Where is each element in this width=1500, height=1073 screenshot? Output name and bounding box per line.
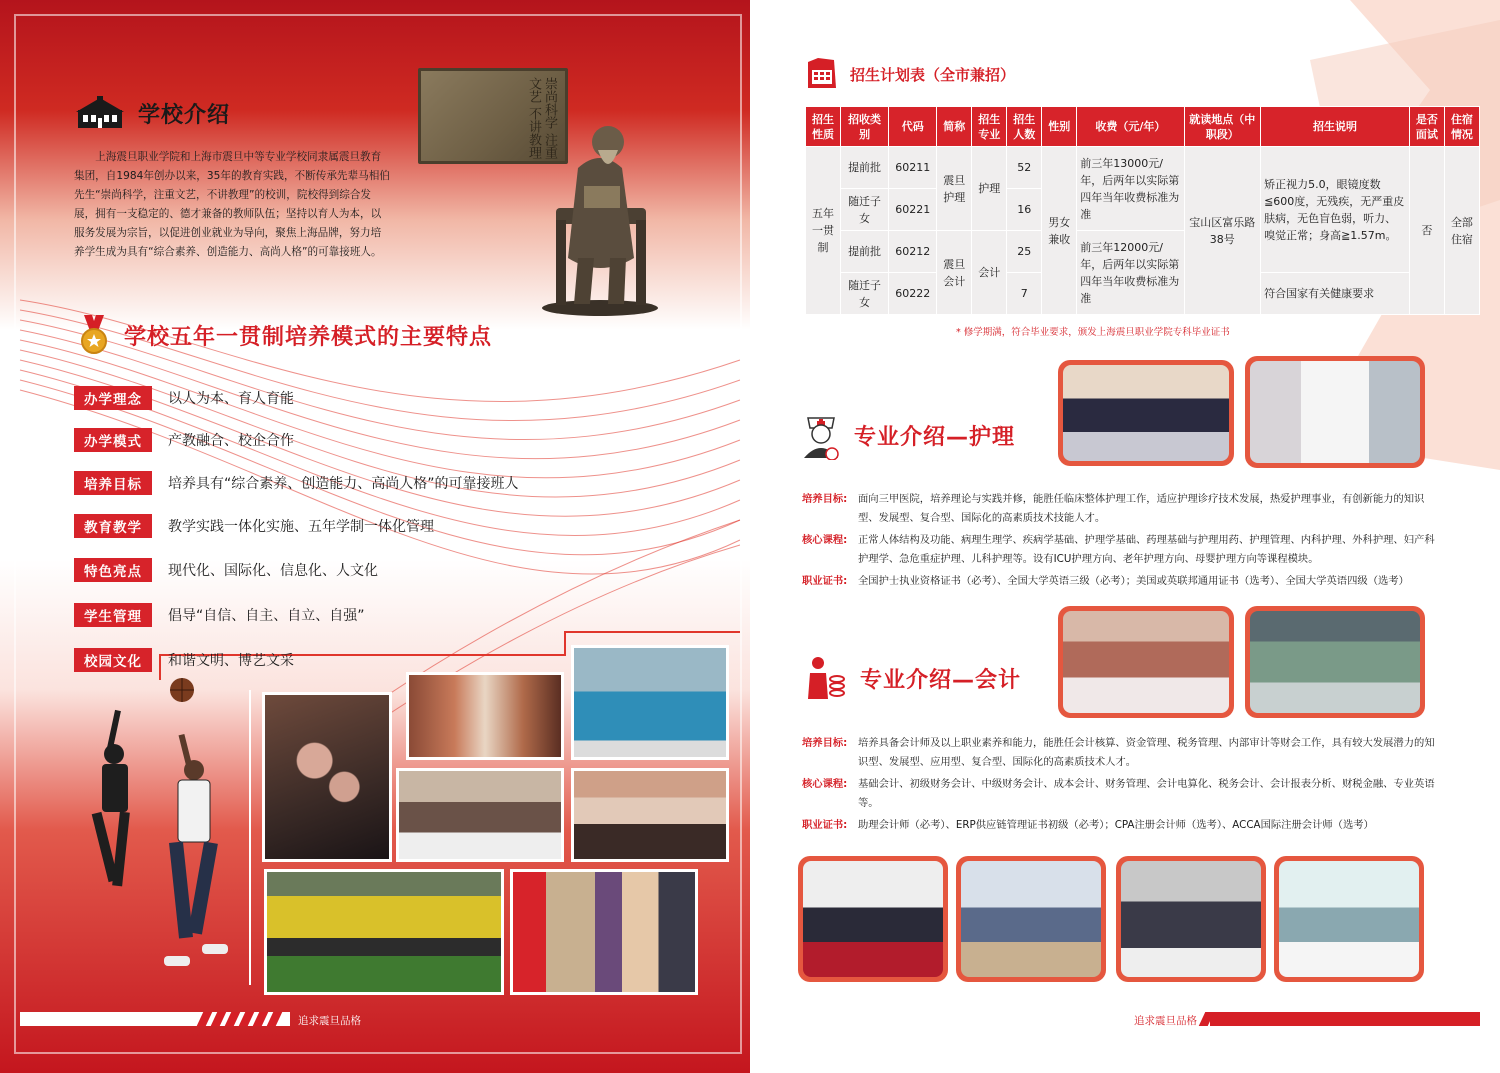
accounting-photo (1058, 606, 1234, 718)
campus-photo (264, 869, 504, 995)
nursing-photo (1245, 356, 1425, 468)
table-cell: 16 (1007, 189, 1042, 231)
table-cell: 提前批 (841, 147, 889, 189)
feature-label: 培养目标 (74, 471, 152, 495)
table-cell: 随迁子女 (841, 273, 889, 315)
info-key: 核心课程: (802, 534, 848, 546)
feature-text: 和谐文明、博艺文采 (168, 653, 294, 669)
nurse-icon (802, 410, 840, 460)
info-key: 职业证书: (802, 819, 848, 831)
footer-slogan: 追求震旦品格 (298, 1015, 361, 1027)
table-cell: 护理 (972, 147, 1007, 231)
intro-paragraph: 上海震旦职业学院和上海市震旦中等专业学校同隶属震旦教育集团，自1984年创办以来，35年的教育实践，不断传承先辈马相伯先生“崇尚科学，注重文艺，不讲教理”的校训，院校得到综合发展，拥有一支稳定的、德才兼备的教师队伍；坚持以育人为本，以服务发展为宗旨，以促进创业就业为导向，聚焦上海品牌，努力培养学生成为具有“综合素养、创造能力、高尚人格”的可靠接班人。 (74, 151, 390, 258)
info-row (802, 531, 1442, 569)
right-page (750, 0, 1500, 1073)
table-header: 住宿情况 (1444, 107, 1479, 147)
feature-row (74, 471, 519, 495)
table-cell: 7 (1007, 273, 1042, 315)
campus-photo (262, 692, 392, 862)
intro-title: 学校介绍 (138, 102, 231, 128)
feature-text: 培养具有“综合素养、创造能力、高尚人格”的可靠接班人 (168, 476, 519, 492)
feature-row (74, 558, 378, 582)
info-key: 培养目标: (802, 493, 848, 505)
medal-icon (76, 315, 112, 355)
feature-row (74, 648, 294, 672)
table-cell: 60211 (889, 147, 937, 189)
feature-row (74, 386, 294, 410)
feature-text: 现代化、国际化、信息化、人文化 (168, 563, 378, 579)
info-row (802, 490, 1442, 528)
features-header (76, 315, 492, 355)
table-cell: 25 (1007, 231, 1042, 273)
nursing-info (802, 490, 1442, 594)
table-cell: 否 (1409, 147, 1444, 315)
plan-header (804, 56, 1015, 92)
accounting-photo (1274, 856, 1424, 982)
info-value: 助理会计师（必考）、ERP供应链管理证书初级（必考）；CPA注册会计师（选考）、ACCA国际注册会计师（选考） (858, 819, 1374, 831)
info-value: 培养具备会计师及以上职业素养和能力，能胜任会计核算、资金管理、税务管理、内部审计等财会工作，具有较大发展潜力的知识型、发展型、应用型、复合型、国际化的高素质技术人才。 (858, 737, 1435, 768)
feature-label: 特色亮点 (74, 558, 152, 582)
accountant-icon (806, 655, 846, 701)
table-cell: 宝山区富乐路38号 (1184, 147, 1261, 315)
table-header: 性别 (1042, 107, 1077, 147)
info-row (802, 734, 1442, 772)
table-header: 代码 (889, 107, 937, 147)
table-cell: 随迁子女 (841, 189, 889, 231)
motto-plaque-text: 崇尚科学 注重文艺 不讲教理 (526, 77, 557, 160)
graduation-note: * 修学期满，符合毕业要求，颁发上海震旦职业学院专科毕业证书 (956, 327, 1230, 338)
info-key: 培养目标: (802, 737, 848, 749)
accounting-photo (1116, 856, 1266, 982)
campus-photo (396, 768, 564, 862)
accounting-photo (1245, 606, 1425, 718)
nursing-photo (1058, 360, 1234, 466)
feature-text: 教学实践一体化实施、五年学制一体化管理 (168, 519, 434, 535)
table-header: 招生性质 (806, 107, 841, 147)
info-row (802, 572, 1442, 591)
table-header: 招生专业 (972, 107, 1007, 147)
calendar-icon (804, 56, 840, 92)
accounting-photo (798, 856, 948, 982)
plan-title: 招生计划表（全市兼招） (850, 65, 1016, 84)
school-building-icon (74, 96, 126, 130)
campus-photo (406, 672, 564, 760)
table-header: 是否面试 (1409, 107, 1444, 147)
features-title: 学校五年一贯制培养模式的主要特点 (124, 324, 493, 350)
nursing-title: 专业介绍—护理 (854, 424, 1016, 450)
info-value: 正常人体结构及功能、病理生理学、疾病学基础、护理学基础、药理基础与护理用药、护理管理、内科护理、外科护理、妇产科护理学、急危重症护理、儿科护理等。设有ICU护理方向、老年护理方向、母婴护理方向等课程模块。 (858, 534, 1435, 565)
table-cell: 52 (1007, 147, 1042, 189)
info-key: 职业证书: (802, 575, 848, 587)
feature-row (74, 428, 294, 452)
info-row (802, 816, 1442, 835)
table-header: 收费（元/年） (1077, 107, 1184, 147)
intro-header (74, 96, 230, 130)
table-cell: 60222 (889, 273, 937, 315)
info-value: 全国护士执业资格证书（必考）、全国大学英语三级（必考）；美国或英联邦通用证书（选考）、全国大学英语四级（选考） (858, 575, 1409, 587)
feature-row (74, 603, 365, 627)
table-cell: 符合国家有关健康要求 (1261, 273, 1410, 315)
founder-statue-image (538, 108, 668, 318)
table-header: 就读地点（中职段） (1184, 107, 1261, 147)
table-cell: 60221 (889, 189, 937, 231)
table-header-row (806, 107, 1480, 147)
table-header: 简称 (937, 107, 972, 147)
basketball-players-image (70, 672, 250, 1002)
table-cell: 60212 (889, 231, 937, 273)
feature-label: 办学理念 (74, 386, 152, 410)
table-header: 招生人数 (1007, 107, 1042, 147)
feature-text: 以人为本、育人育能 (168, 391, 294, 407)
feature-text: 倡导“自信、自主、自立、自强” (168, 608, 365, 624)
info-value: 面向三甲医院，培养理论与实践并修，能胜任临床整体护理工作，适应护理诊疗技术发展，热爱护理事业，有创新能力的知识型、发展型、复合型、国际化的高素质技术技能人才。 (858, 493, 1425, 524)
campus-photo (510, 869, 698, 995)
footer-slogan: 追求震旦品格 (1134, 1015, 1197, 1027)
table-row (806, 147, 1480, 189)
table-header: 招生说明 (1261, 107, 1410, 147)
table-header: 招收类别 (841, 107, 889, 147)
feature-row (74, 514, 434, 538)
info-row (802, 775, 1442, 813)
accounting-header (806, 655, 1021, 701)
campus-photo (571, 768, 729, 862)
nursing-header (802, 410, 1015, 460)
footer-stripes (1202, 1012, 1272, 1026)
accounting-title: 专业介绍—会计 (860, 667, 1022, 693)
table-cell: 会计 (972, 231, 1007, 315)
table-cell: 全部住宿 (1444, 147, 1479, 315)
table-cell: 震旦护理 (937, 147, 972, 231)
table-cell: 男女兼收 (1042, 147, 1077, 315)
feature-label: 教育教学 (74, 514, 152, 538)
enrollment-plan-table (805, 106, 1480, 315)
feature-label: 校园文化 (74, 648, 152, 672)
table-cell: 提前批 (841, 231, 889, 273)
footer-stripes (200, 1012, 290, 1026)
feature-text: 产教融合、校企合作 (168, 433, 294, 449)
feature-label: 学生管理 (74, 603, 152, 627)
table-cell: 矫正视力5.0，眼镜度数≦600度，无残疾，无严重皮肤病，无色盲色弱，听力、嗅觉正常；身高≧1.57m。 (1261, 147, 1410, 273)
info-value: 基础会计、初级财务会计、中级财务会计、成本会计、财务管理、会计电算化、税务会计、会计报表分析、财税金融、专业英语等。 (858, 778, 1435, 809)
table-cell: 前三年13000元/年，后两年以实际第四年当年收费标准为准 (1077, 147, 1184, 231)
accounting-photo (956, 856, 1106, 982)
accounting-info (802, 734, 1442, 838)
table-cell: 前三年12000元/年，后两年以实际第四年当年收费标准为准 (1077, 231, 1184, 315)
table-cell: 五年一贯制 (806, 147, 841, 315)
campus-photo (571, 645, 729, 760)
info-key: 核心课程: (802, 778, 848, 790)
feature-label: 办学模式 (74, 428, 152, 452)
table-cell: 震旦会计 (937, 231, 972, 315)
